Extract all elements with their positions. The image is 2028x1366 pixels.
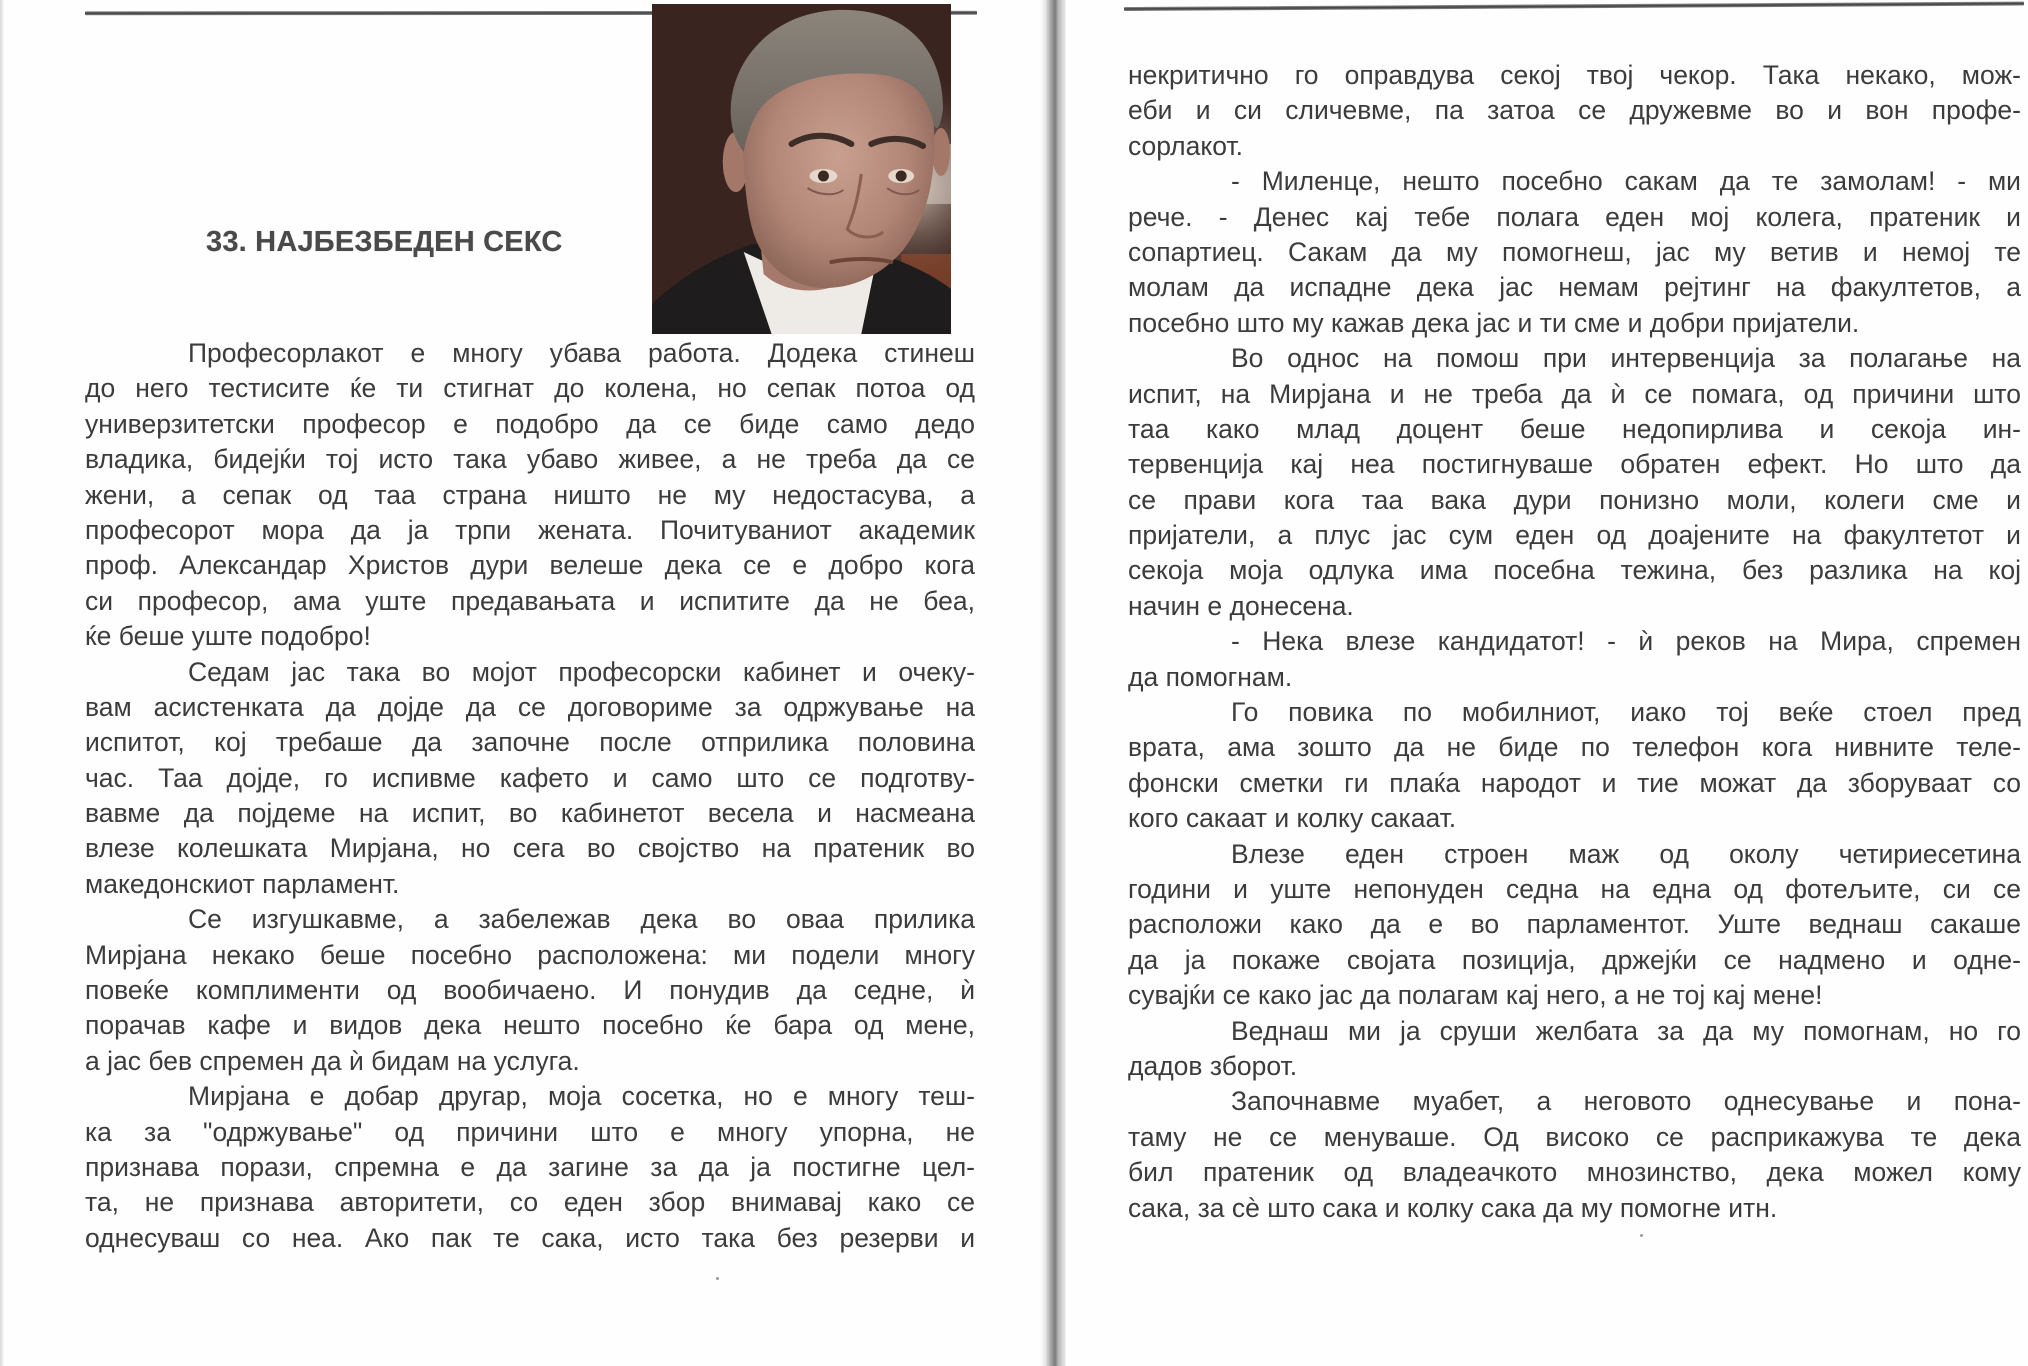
body-line: сопартиец. Сакам да му помогнеш, јас му ветив и немој те	[1128, 236, 2021, 267]
body-line: секоја моја одлука има посебна тежина, без разлика на кој	[1128, 555, 2021, 586]
body-line: години и уште непонуден седна на една од фотељите, си се	[1128, 873, 2021, 904]
body-line: ка за "одржување" од причини што е многу упорна, не	[85, 1116, 975, 1147]
body-line: Мирјана некако беше посебно расположена: ми подели многу	[85, 939, 975, 970]
body-line: си професор, ама уште предавањата и испитите да не беа,	[85, 585, 975, 616]
body-line: жени, а сепак од таа страна ништо не му недостасува, а	[85, 479, 975, 510]
right-page-body	[1128, 58, 2021, 1226]
body-line: таа како млад доцент беше недопирлива и секоја ин-	[1128, 413, 2021, 444]
body-line: порачав кафе и видов дека нешто посебно ќе бара од мене,	[85, 1010, 975, 1041]
chapter-title: 33. НАЈБЕЗБЕДЕН СЕКС	[206, 226, 563, 258]
body-line: кого сакаат и колку сакаат.	[1128, 803, 1457, 834]
body-line: Се изгушкавме, а забележав дека во оваа прилика	[188, 904, 975, 935]
body-line: а јас бев спремен да ѝ бидам на услуга.	[85, 1045, 580, 1076]
scan-speck	[1640, 1234, 1643, 1237]
body-line: Започнавме муабет, а неговото однесување и пона-	[1231, 1086, 2021, 1117]
body-line: фонски сметки ги плаќа народот и тие можат да зборуваат со	[1128, 767, 2021, 798]
body-line: да ја покаже својата позиција, држејќи се надмено и одне-	[1128, 944, 2021, 975]
body-line: признава порази, спремна е да загине за да ја постигне цел-	[85, 1151, 975, 1182]
body-line: вам асистенката да дојде да се договориме за одржување на	[85, 691, 975, 722]
body-line: врата, ама зошто да не биде по телефон кога нивните теле-	[1128, 732, 2021, 763]
body-line: Седам јас така во мојот професорски кабинет и очеку-	[188, 656, 975, 687]
body-line: повеќе комплименти од вообичаено. И понудив да седне, ѝ	[85, 975, 975, 1006]
scan-speck	[716, 1277, 719, 1280]
body-line: да помогнам.	[1128, 661, 1293, 692]
body-line: Мирјана е добар другар, моја сосетка, но е многу теш-	[188, 1081, 975, 1112]
body-line: до него тестисите ќе ти стигнат до колена, но сепак потоа од	[85, 373, 975, 404]
body-line: Веднаш ми ја сруши желбата за да му помогнам, но го	[1231, 1015, 2021, 1046]
body-line: сувајќи се како јас да полагам кај него, а не тој кај мене!	[1128, 980, 1823, 1011]
body-line: сорлакот.	[1128, 130, 1243, 161]
body-line: посебно што му кажав дека јас и ти сме и добри пријатели.	[1128, 307, 1860, 338]
portrait-photo	[652, 4, 951, 334]
body-line: се прави кога таа вака дури понизно моли, колеги сме и	[1128, 484, 2021, 515]
left-page-body	[85, 336, 975, 1256]
body-line: однесуваш со неа. Ако пак те сака, исто така без резерви и	[85, 1222, 975, 1253]
body-line: Влезе еден строен маж од околу четириесетина	[1231, 838, 2021, 869]
body-line: проф. Александар Христов дури велеше дека се е добро кога	[85, 550, 975, 581]
body-line: тервенција кај неа постигнуваше обратен ефект. Но што да	[1128, 449, 2021, 480]
body-line: та, не признава авторитети, со еден збор внимавај како се	[85, 1187, 975, 1218]
body-line: универзитетски професор е подобро да се биде само дедо	[85, 408, 975, 439]
body-line: час. Таа дојде, го испивме кафето и само што се подготву-	[85, 762, 975, 793]
body-line: професорот мора да ја трпи жената. Почитуваниот академик	[85, 514, 975, 545]
body-line: рече. - Денес кај тебе полага еден мој колега, пратеник и	[1128, 201, 2021, 232]
portrait-image	[652, 4, 951, 334]
body-line: некритично го оправдува секој твој чекор. Така некако, мож-	[1128, 60, 2021, 90]
body-line: молам да испадне дека јас немам рејтинг на факултетов, а	[1128, 272, 2021, 303]
body-line: дадов зборот.	[1128, 1050, 1298, 1081]
body-line: Професорлакот е многу убава работа. Додека стинеш	[188, 338, 975, 368]
body-line: - Нека влезе кандидатот! - ѝ реков на Мира, спремен	[1231, 626, 2021, 657]
body-line: испит, на Мирјана и не треба да ѝ се помага, од причини што	[1128, 378, 2021, 409]
body-line: еби и си сличевме, па затоа се дружевме во и вон профе-	[1128, 95, 2021, 126]
body-line: бил пратеник од владеачкото мнозинство, дека можел кому	[1128, 1157, 2021, 1188]
body-line: - Миленце, нешто посебно сакам да те замолам! - ми	[1231, 166, 2021, 197]
body-line: ќе беше уште подобро!	[85, 621, 371, 652]
body-line: владика, бидејќи тој исто така убаво живее, а не треба да се	[85, 444, 975, 475]
body-line: Го повика по мобилниот, иако тој веќе стоел пред	[1231, 697, 2021, 728]
page-edge-shadow	[0, 0, 4, 1366]
body-line: сака, за сѐ што сака и колку сака да му помогне итн.	[1128, 1192, 1778, 1223]
body-line: начин е донесена.	[1128, 590, 1354, 621]
body-line: расположи како да е во парламентот. Уште веднаш сакаше	[1128, 909, 2021, 940]
body-line: вавме да појдеме на испит, во кабинетот весела и насмеана	[85, 798, 975, 829]
body-line: пријатели, а плус јас сум еден од доајените на факултетот и	[1128, 520, 2021, 551]
body-line: таму не се менуваше. Од високо се расприкажува те дека	[1128, 1121, 2021, 1152]
body-line: Во однос на помош при интервенција за полагање на	[1231, 343, 2021, 374]
body-line: испитот, кој требаше да започне после отприлика половина	[85, 727, 975, 758]
body-line: македонскиот парламент.	[85, 868, 400, 899]
body-line: влезе колешката Мирјана, но сега во својство на пратеник во	[85, 833, 975, 864]
